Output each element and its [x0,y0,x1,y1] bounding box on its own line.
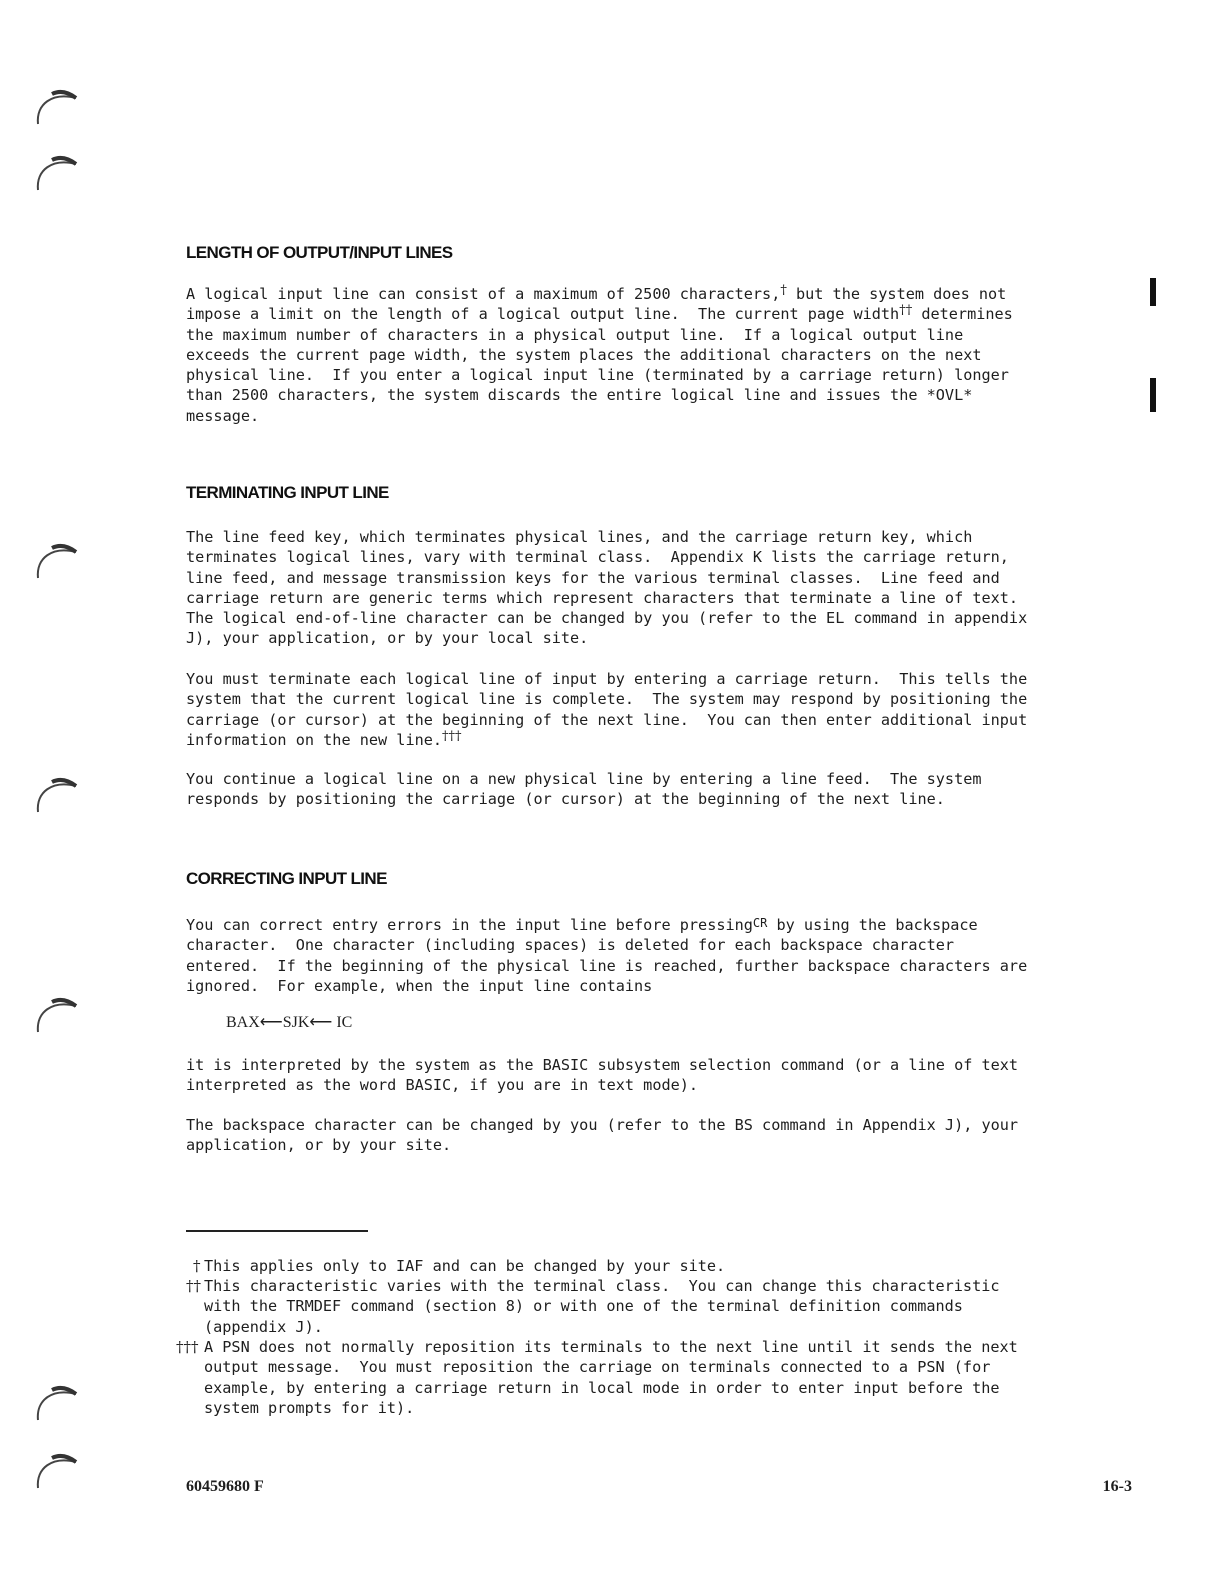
footnote-text: This applies only to IAF and can be changed by your site. [204,1257,726,1275]
punch-hole-mark [34,1380,78,1424]
punch-hole-mark [34,1448,78,1492]
section-paragraph: The line feed key, which terminates physical lines, and the carriage return key, which terminates logical lines, vary with terminal class. Appendix K lists the carriage return, line feed, and message transmission keys for the various terminal classes. Line feed and carriage return are generic terms which represent characters that terminate a line of text. The logical end-of-line character can be changed by you (refer to the EL command in appendix J), your application, or by your local site. [186,528,1028,648]
example-input-line: BAX⟵SJK⟵ IC [226,1014,353,1031]
carriage-return-key-icon: CR [752,916,768,930]
punch-hole-mark [34,992,78,1036]
footnote-ref: †† [899,303,913,319]
document-number: 60459680 F [186,1478,264,1495]
footnote-mark: ††† [176,1338,199,1356]
footnote-ref: ††† [442,728,462,744]
punch-hole-mark [34,538,78,582]
footnote-ref: † [780,283,787,298]
section-heading-correcting-input-line: CORRECTING INPUT LINE [186,869,387,888]
change-bar [1150,378,1156,412]
section-heading-length-of-lines: LENGTH OF OUTPUT/INPUT LINES [186,243,453,262]
footnote-text: A PSN does not normally reposition its terminals to the next line until it sends the next output message. You must reposition the carriage on terminals connected to a PSN (for example, by entering a carriage return in local mode in order to enter input before the system prompts for it). [204,1338,1018,1417]
punch-hole-mark [34,84,78,128]
section-heading-terminating-input-line: TERMINATING INPUT LINE [186,483,389,502]
footnote-mark: †† [186,1277,201,1295]
section-paragraph: it is interpreted by the system as the BASIC subsystem selection command (or a line of text interpreted as the word BASIC, if you are in text mode). [186,1056,1019,1095]
footnote-separator [186,1230,368,1232]
section-paragraph: The backspace character can be changed by you (refer to the BS command in Appendix J), your application, or by your site. [186,1116,1019,1155]
change-bar [1150,278,1156,306]
section-paragraph: You can correct entry errors in the input line before pressingCR by using the backspace character. One character (including spaces) is deleted for each backspace character entered. If the beginning of the physical line is reached, further backspace characters are ignored. For example, when the input line contains [186,916,1028,995]
page-number: 16-3 [1102,1478,1132,1495]
footnote-text: This characteristic varies with the terminal class. You can change this characteristic with the TRMDEF command (section 8) or with one of the terminal definition commands (appendix J). [204,1277,1000,1336]
section-paragraph: You must terminate each logical line of input by entering a carriage return. This tells the system that the current logical line is complete. The system may respond by positioning the carriage (or cursor) at the beginning of the next line. You can then enter additional input information on the new line.††† [186,670,1028,749]
punch-hole-mark [34,772,78,816]
punch-hole-mark [34,150,78,194]
footnote-mark: † [193,1257,201,1275]
section-paragraph: A logical input line can consist of a maximum of 2500 characters,† but the system does not impose a limit on the length of a logical output line. The current page width†† determines the maximum number of characters in a physical output line. If a logical output line exceeds the current page width, the system places the additional characters on the next physical line. If you enter a logical input line (terminated by a carriage return) longer than 2500 characters, the system discards the entire logical line and issues the *OVL* message. [186,283,1013,425]
section-paragraph: You continue a logical line on a new physical line by entering a line feed. The system responds by positioning the carriage (or cursor) at the beginning of the next line. [186,770,982,809]
